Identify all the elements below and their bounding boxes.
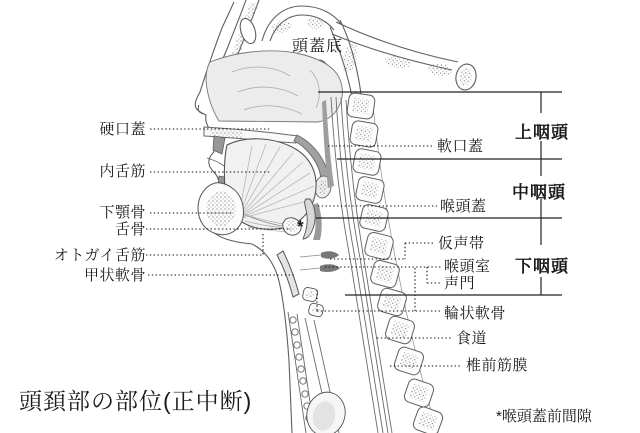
- label-mandible: 下顎骨: [99, 204, 146, 221]
- label-intrinsic-tongue-muscle: 内舌筋: [99, 163, 146, 180]
- label-prevertebral-fascia: 椎前筋膜: [466, 357, 529, 374]
- figure-title: 頭頚部の部位(正中断): [19, 388, 253, 414]
- trachea-esophagus: [288, 312, 350, 433]
- label-skull-base: 頭蓋底: [292, 38, 344, 55]
- epiglottis-shape: [303, 199, 315, 239]
- label-esophagus: 食道: [456, 330, 488, 347]
- label-oropharynx: 中咽頭: [512, 183, 566, 202]
- label-epiglottis: 喉頭蓋: [440, 198, 487, 215]
- larynx: [277, 251, 340, 318]
- label-hard-palate: 硬口蓋: [99, 121, 146, 138]
- label-cricoid-cartilage: 輪状軟骨: [444, 305, 507, 322]
- label-hyoid-bone: 舌骨: [114, 221, 146, 238]
- label-hypopharynx: 下咽頭: [515, 257, 569, 276]
- label-laryngeal-ventricle: 喉頭室: [444, 258, 491, 275]
- label-nasopharynx: 上咽頭: [515, 123, 569, 142]
- label-thyroid-cartilage: 甲状軟骨: [83, 267, 146, 284]
- label-soft-palate: 軟口蓋: [437, 138, 484, 155]
- label-glottis: 声門: [444, 275, 476, 292]
- figure-footnote: *喉頭蓋前間隙: [496, 408, 592, 425]
- label-false-vocal-cord: 仮声帯: [438, 235, 485, 252]
- nasal-cavity: [206, 51, 342, 122]
- label-genioglossus: オトガイ舌筋: [53, 247, 146, 264]
- asterisk-preepiglottic-space: *: [297, 217, 304, 236]
